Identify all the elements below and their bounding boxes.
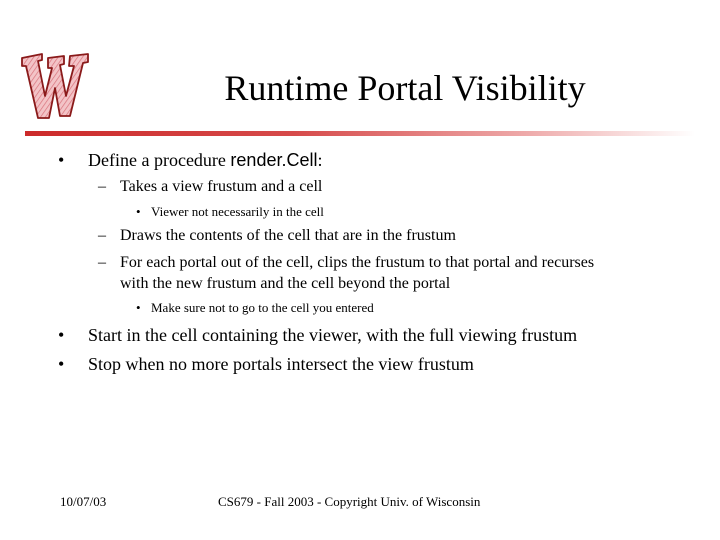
footer-date: 10/07/03 (60, 494, 107, 509)
title-divider (25, 131, 695, 136)
bullet-marker: • (58, 150, 65, 170)
bullet-marker: • (58, 325, 65, 345)
detail-bullet-2: Make sure not to go to the cell you entered (151, 300, 374, 315)
bullet-2: Start in the cell containing the viewer, with the full viewing frustum (88, 325, 578, 345)
bullet-marker: • (58, 354, 65, 374)
wisconsin-w-logo (18, 44, 92, 124)
bullet-marker: • (136, 204, 141, 219)
bullet-3: Stop when no more portals intersect the view frustum (88, 354, 474, 374)
sub-bullet-3-line-1: For each portal out of the cell, clips the frustum to that portal and recurses (120, 254, 595, 271)
dash-marker: – (98, 254, 106, 271)
dash-marker: – (98, 227, 106, 244)
sub-bullet-1: Takes a view frustum and a cell (120, 178, 323, 195)
sub-bullet-2: Draws the contents of the cell that are in the frustum (120, 227, 456, 244)
bullet-1 (88, 150, 322, 171)
dash-marker: – (98, 178, 106, 195)
detail-bullet-1: Viewer not necessarily in the cell (151, 204, 324, 219)
render-cell-code: render.Cell (230, 150, 318, 170)
slide-title: Runtime Portal Visibility (224, 68, 586, 108)
bullet-1-text: Define a procedure (88, 150, 231, 170)
bullet-1-colon: : (317, 150, 323, 170)
footer-copyright: CS679 - Fall 2003 - Copyright Univ. of Wisconsin (218, 494, 481, 509)
sub-bullet-3-line-2: with the new frustum and the cell beyond the portal (120, 275, 451, 292)
bullet-marker: • (136, 300, 141, 315)
